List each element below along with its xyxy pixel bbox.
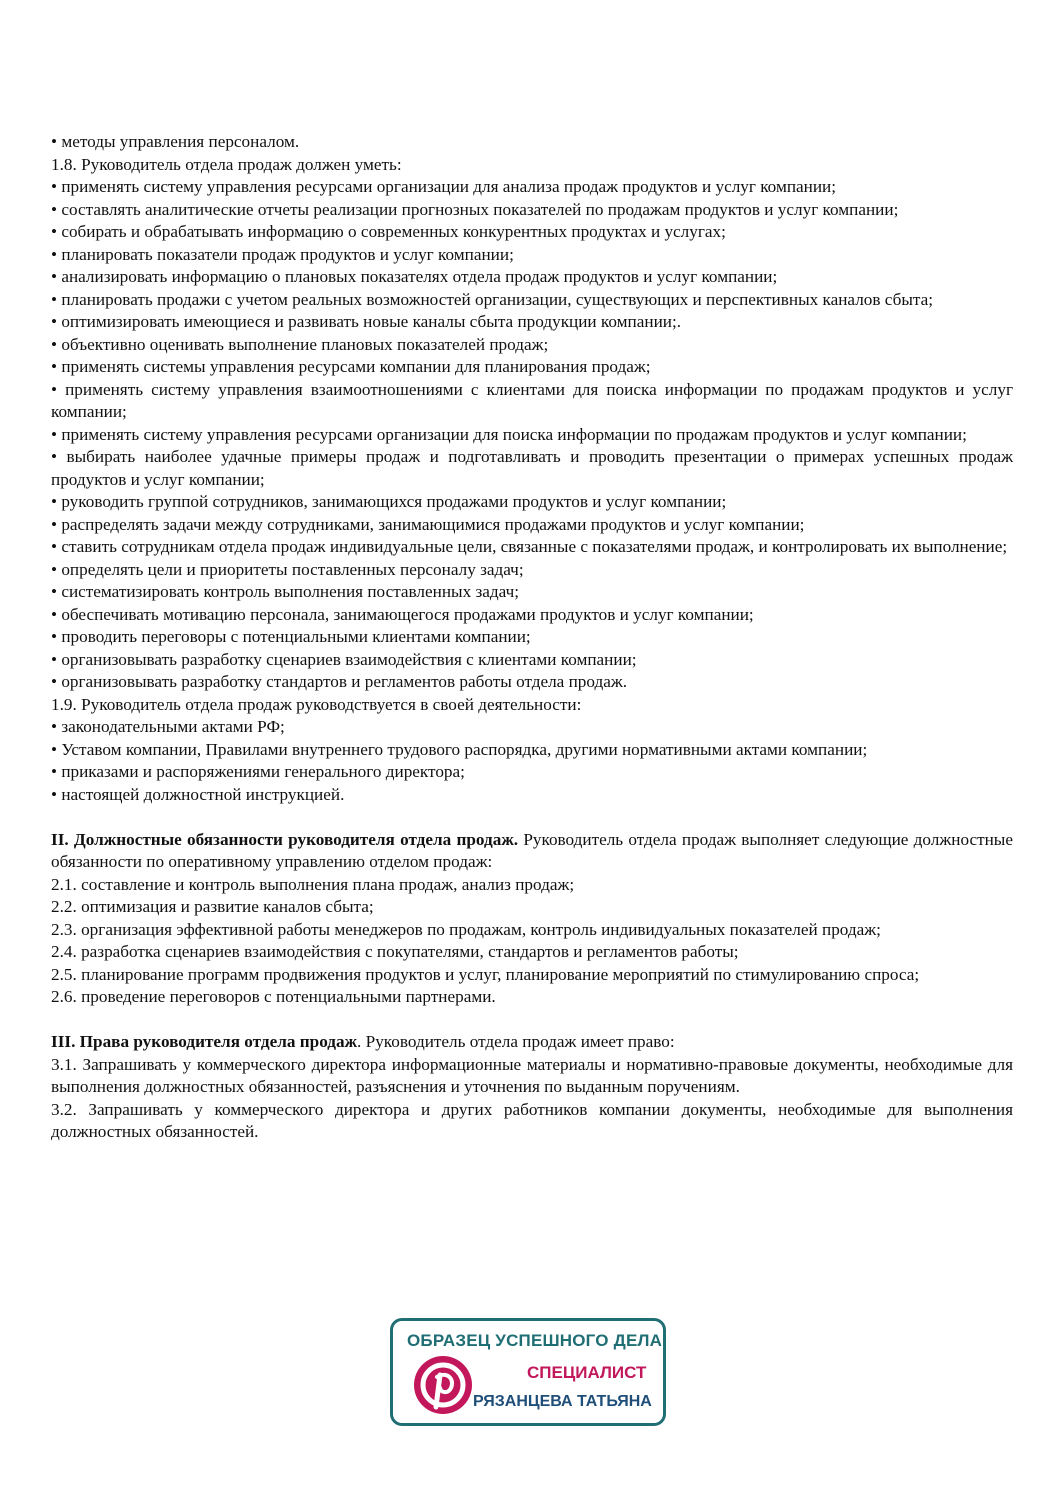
duty-item: 2.4. разработка сценариев взаимодействия с покупателями, стандартов и регламентов работы; xyxy=(51,942,739,961)
list-item: • применять систему управления взаимоотношениями с клиентами для поиска информации по продажам продуктов и услуг компании; xyxy=(51,379,1013,421)
subsection-heading-1-9: 1.9. Руководитель отдела продаж руководствуется в своей деятельности: xyxy=(51,694,582,714)
stamp-subtitle: СПЕЦИАЛИСТ xyxy=(527,1363,647,1382)
list-item: • применять системы управления ресурсами компании для планирования продаж; xyxy=(51,357,651,376)
list-item: • составлять аналитические отчеты реализации прогнозных показателей по продажам продуктов и услуг компании; xyxy=(51,199,899,219)
list-item: • применять систему управления ресурсами организации для поиска информации по продажам продуктов и услуг компании; xyxy=(51,424,967,444)
list-item: • собирать и обрабатывать информацию о современных конкурентных продуктах и услугах; xyxy=(51,222,726,241)
list-item: • обеспечивать мотивацию персонала, занимающегося продажами продуктов и услуг компании; xyxy=(51,604,754,624)
section-spacer xyxy=(51,806,1013,829)
section-2-intro: Руководитель отдела продаж выполняет следующие должностные обязанности по оперативному управлению отделом продаж: xyxy=(51,829,1013,871)
document-body xyxy=(51,131,1013,1144)
list-item: • планировать продажи с учетом реальных возможностей организации, существующих и перспективных каналов сбыта; xyxy=(51,289,934,309)
list-item: • объективно оценивать выполнение плановых показателей продаж; xyxy=(51,334,549,354)
stamp-title: ОБРАЗЕЦ УСПЕШНОГО ДЕЛА xyxy=(407,1331,663,1350)
section-3-intro: . Руководитель отдела продаж имеет право: xyxy=(357,1032,675,1051)
list-item: • настоящей должностной инструкцией. xyxy=(51,784,345,804)
list-item: • определять цели и приоритеты поставленных персоналу задач; xyxy=(51,559,524,579)
list-item: • выбирать наиболее удачные примеры продаж и подготавливать и проводить презентации о примерах успешных продаж продуктов и услуг компании; xyxy=(51,447,1013,489)
list-item: • организовывать разработку стандартов и регламентов работы отдела продаж. xyxy=(51,672,628,691)
list-item: • анализировать информацию о плановых показателях отдела продаж продуктов и услуг компании; xyxy=(51,267,778,286)
subsection-heading-1-8: 1.8. Руководитель отдела продаж должен уметь: xyxy=(51,154,402,174)
pinterest-icon xyxy=(413,1355,473,1415)
list-item: • систематизировать контроль выполнения поставленных задач; xyxy=(51,582,519,601)
right-item: 3.1. Запрашивать у коммерческого директора информационные материалы и нормативно-правовые документы, необходимые для выполнения должностных обязанностей, разъяснения и уточнения по выданным поручениям. xyxy=(51,1054,1013,1096)
duty-item: 2.5. планирование программ продвижения продуктов и услуг, планирование мероприятий по стимулированию спроса; xyxy=(51,964,920,984)
list-item: • ставить сотрудникам отдела продаж индивидуальные цели, связанные с показателями продаж, и контролировать их выполнение; xyxy=(51,537,1008,556)
list-item: • применять систему управления ресурсами организации для анализа продаж продуктов и услуг компании; xyxy=(51,177,837,196)
duty-item: 2.1. составление и контроль выполнения плана продаж, анализ продаж; xyxy=(51,874,575,894)
list-item: • планировать показатели продаж продуктов и услуг компании; xyxy=(51,244,514,264)
list-item: • оптимизировать имеющиеся и развивать новые каналы сбыта продукции компании;. xyxy=(51,312,682,331)
list-item: • приказами и распоряжениями генерального директора; xyxy=(51,762,465,781)
list-item: • организовывать разработку сценариев взаимодействия с клиентами компании; xyxy=(51,649,637,669)
duty-item: 2.3. организация эффективной работы менеджеров по продажам, контроль индивидуальных показателей продаж; xyxy=(51,919,881,939)
section-2-paragraph xyxy=(51,829,1013,874)
list-item: • проводить переговоры с потенциальными клиентами компании; xyxy=(51,627,531,646)
section-3-heading: III. Права руководителя отдела продаж xyxy=(51,1032,358,1051)
list-item: • законодательными актами РФ; xyxy=(51,717,285,736)
duty-item: 2.6. проведение переговоров с потенциальными партнерами. xyxy=(51,987,496,1006)
author-stamp xyxy=(390,1318,666,1426)
list-item: • распределять задачи между сотрудниками, занимающимися продажами продуктов и услуг компании; xyxy=(51,514,805,534)
right-item: 3.2. Запрашивать у коммерческого директора и других работников компании документы, необходимые для выполнения должностных обязанностей. xyxy=(51,1099,1013,1141)
list-item: • руководить группой сотрудников, занимающихся продажами продуктов и услуг компании; xyxy=(51,492,727,511)
stamp-author-name: РЯЗАНЦЕВА ТАТЬЯНА xyxy=(473,1393,652,1410)
list-item: • Уставом компании, Правилами внутреннего трудового распорядка, другими нормативными актами компании; xyxy=(51,739,868,759)
duty-item: 2.2. оптимизация и развитие каналов сбыта; xyxy=(51,897,374,916)
section-2-heading: II. Должностные обязанности руководителя отдела продаж. xyxy=(51,829,519,849)
section-3-paragraph xyxy=(51,1031,1013,1054)
section-spacer xyxy=(51,1009,1013,1032)
list-item: • методы управления персоналом. xyxy=(51,132,300,151)
